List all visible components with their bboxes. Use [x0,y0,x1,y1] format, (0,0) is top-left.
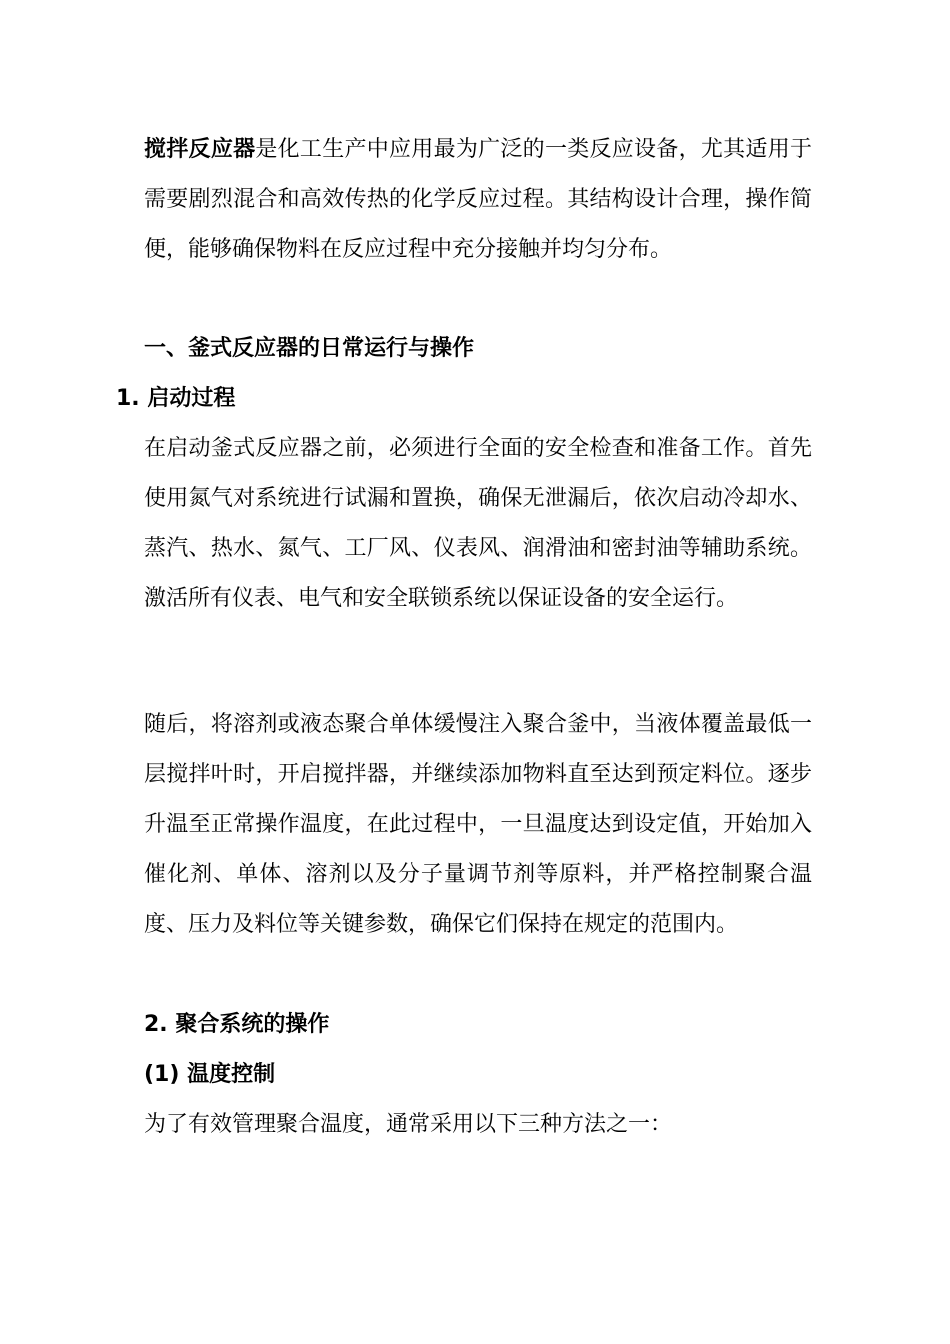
temperature-control-paragraph: 为了有效管理聚合温度，通常采用以下三种方法之一： [144,1112,673,1137]
subsection-heading-polymerization: 2. 聚合系统的操作 [144,1012,330,1037]
intro-lead-term: 搅拌反应器 [144,137,256,162]
startup-paragraph-1: 在启动釜式反应器之前，必须进行全面的安全检查和准备工作。首先使用氮气对系统进行试漏和置换，确保无泄漏后，依次启动冷却水、蒸汽、热水、氮气、工厂风、仪表风、润滑油和密封油等辅助系统。激活所有仪表、电气和安全联锁系统以保证设备的安全运行。 [144,436,812,611]
item-heading-temperature-control: (1) 温度控制 [144,1062,276,1087]
intro-paragraph [144,125,812,275]
subsection-heading-startup: 1. 启动过程 [116,386,236,411]
startup-paragraph-2: 随后，将溶剂或液态聚合单体缓慢注入聚合釜中，当液体覆盖最低一层搅拌叶时，开启搅拌器，并继续添加物料直至达到预定料位。逐步升温至正常操作温度，在此过程中，一旦温度达到设定值，开始加入催化剂、单体、溶剂以及分子量调节剂等原料，并严格控制聚合温度、压力及料位等关键参数，确保它们保持在规定的范围内。 [144,712,812,937]
section-heading-1: 一、釜式反应器的日常运行与操作 [144,336,475,361]
intro-text: 是化工生产中应用最为广泛的一类反应设备，尤其适用于需要剧烈混合和高效传热的化学反应过程。其结构设计合理，操作简便，能够确保物料在反应过程中充分接触并均匀分布。 [144,137,812,262]
